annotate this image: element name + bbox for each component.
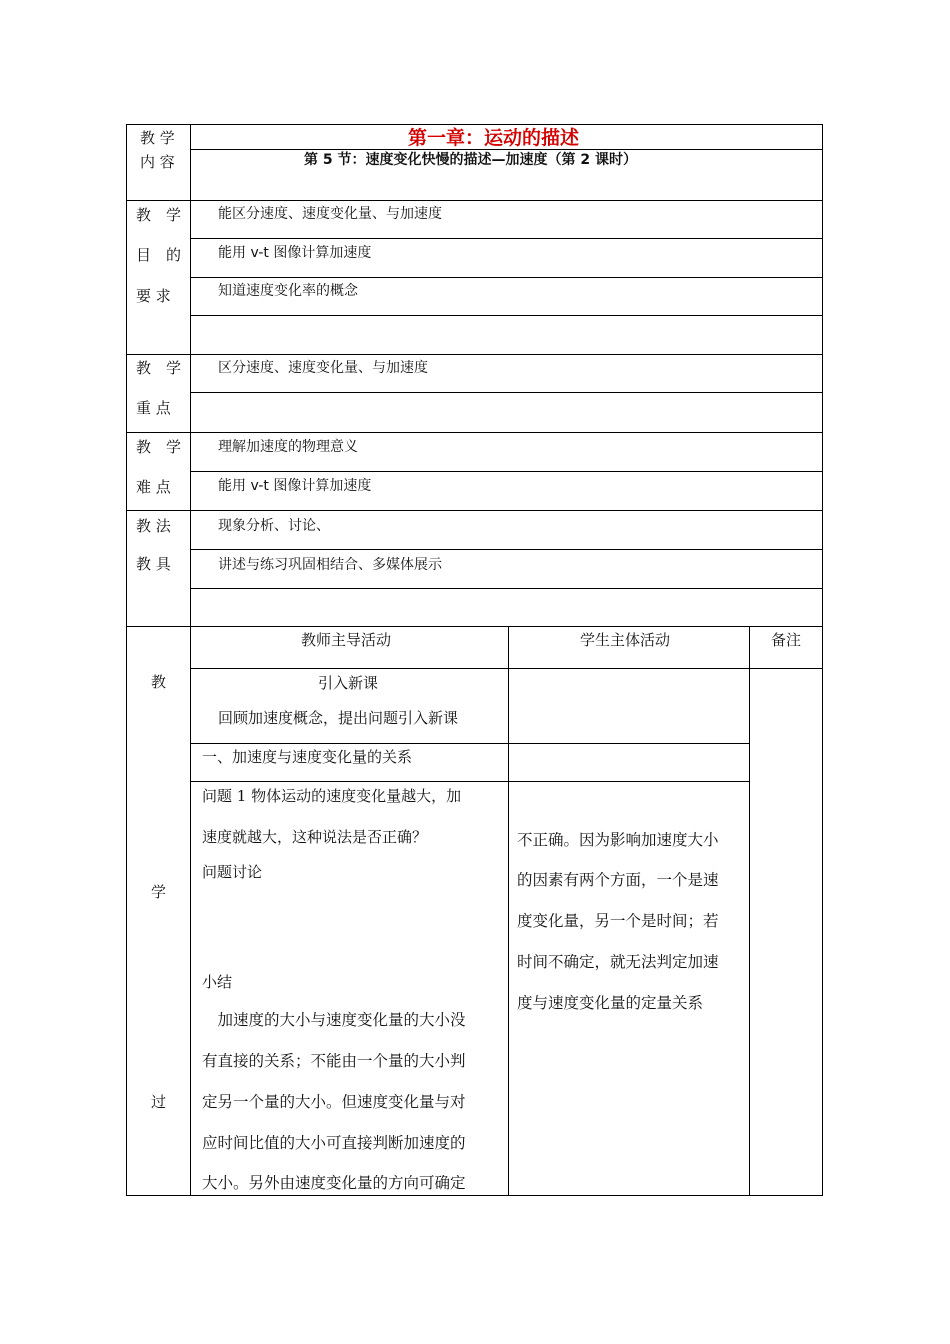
goals-label-1: 教 学 xyxy=(136,206,182,224)
divider-methods-2 xyxy=(190,588,823,589)
section1-heading: 一、加速度与速度变化量的关系 xyxy=(202,748,413,766)
method-item-1: 现象分析、讨论、 xyxy=(218,518,330,534)
table-right-border xyxy=(822,124,823,1196)
divider-difficulties-1 xyxy=(190,471,823,472)
process-label-2: 学 xyxy=(151,883,167,901)
process-divider-section1 xyxy=(190,781,750,782)
student-line-4: 时间不确定，就无法判定加速 xyxy=(517,953,719,971)
divider-keypoints-difficulties xyxy=(126,432,823,433)
summary-line-3: 定另一个量的大小。但速度变化量与对 xyxy=(202,1093,466,1111)
summary-line-4: 应时间比值的大小可直接判断加速度的 xyxy=(202,1134,466,1152)
student-line-5: 度与速度变化量的定量关系 xyxy=(517,994,704,1012)
divider-keypoints-1 xyxy=(190,392,823,393)
col-student-header: 学生主体活动 xyxy=(580,631,671,649)
teacher-line-1: 问题 1 物体运动的速度变化量越大，加 xyxy=(202,787,462,805)
divider-goals-2 xyxy=(190,277,823,278)
goals-label-3: 要 求 xyxy=(136,287,171,305)
divider-difficulties-methods xyxy=(126,510,823,511)
col-note-header: 备注 xyxy=(771,631,802,649)
goal-item-1: 能区分速度、速度变化量、与加速度 xyxy=(218,206,442,222)
process-label-1: 教 xyxy=(151,673,167,691)
divider-header-goals xyxy=(126,200,823,201)
col-teacher-header: 教师主导活动 xyxy=(301,631,392,649)
process-divider-teacher-student xyxy=(508,626,509,1196)
divider-goals-keypoints xyxy=(126,354,823,355)
summary-line-2: 有直接的关系；不能由一个量的大小判 xyxy=(202,1052,466,1070)
keypoint-item-1: 区分速度、速度变化量、与加速度 xyxy=(218,360,428,376)
goal-item-3: 知道速度变化率的概念 xyxy=(218,283,358,299)
methods-label-1: 教 法 xyxy=(136,517,171,535)
section-title: 第 5 节：速度变化快慢的描述—加速度（第 2 课时） xyxy=(304,152,637,168)
process-header-underline xyxy=(190,668,823,669)
process-label-3: 过 xyxy=(151,1093,167,1111)
difficulty-item-2: 能用 v-t 图像计算加速度 xyxy=(218,478,372,494)
difficulties-label-1: 教 学 xyxy=(136,438,182,456)
keypoints-label-2: 重 点 xyxy=(136,399,171,417)
student-line-1: 不正确。因为影响加速度大小 xyxy=(517,831,719,849)
method-item-2: 讲述与练习巩固相结合、多媒体展示 xyxy=(218,557,442,573)
divider-goals-1 xyxy=(190,238,823,239)
divider-goals-3 xyxy=(190,315,823,316)
intro-text: 回顾加速度概念，提出问题引入新课 xyxy=(218,709,459,727)
label-column-divider xyxy=(190,124,191,1196)
teacher-line-3: 问题讨论 xyxy=(202,863,263,881)
summary-title: 小结 xyxy=(202,973,233,991)
header-label-line2: 内 容 xyxy=(140,153,175,171)
header-label-line1: 教 学 xyxy=(140,129,175,147)
chapter-title: 第一章：运动的描述 xyxy=(408,127,580,149)
table-left-border xyxy=(126,124,127,1196)
process-divider-intro xyxy=(190,743,750,744)
goal-item-2: 能用 v-t 图像计算加速度 xyxy=(218,245,372,261)
methods-label-2: 教 具 xyxy=(136,555,171,573)
keypoints-label-1: 教 学 xyxy=(136,359,182,377)
process-divider-student-note xyxy=(749,626,750,1196)
summary-line-1: 加速度的大小与速度变化量的大小没 xyxy=(202,1011,466,1029)
divider-methods-process xyxy=(126,626,823,627)
difficulty-item-1: 理解加速度的物理意义 xyxy=(218,439,358,455)
student-line-2: 的因素有两个方面，一个是速 xyxy=(517,871,719,889)
student-line-3: 度变化量，另一个是时间；若 xyxy=(517,912,719,930)
table-top-border xyxy=(126,124,823,125)
divider-methods-1 xyxy=(190,549,823,550)
teacher-line-2: 速度就越大，这种说法是否正确？ xyxy=(202,828,428,846)
goals-label-2: 目 的 xyxy=(136,246,182,264)
difficulties-label-2: 难 点 xyxy=(136,478,171,496)
summary-line-5: 大小。另外由速度变化量的方向可确定 xyxy=(202,1174,466,1192)
intro-title: 引入新课 xyxy=(318,674,379,692)
